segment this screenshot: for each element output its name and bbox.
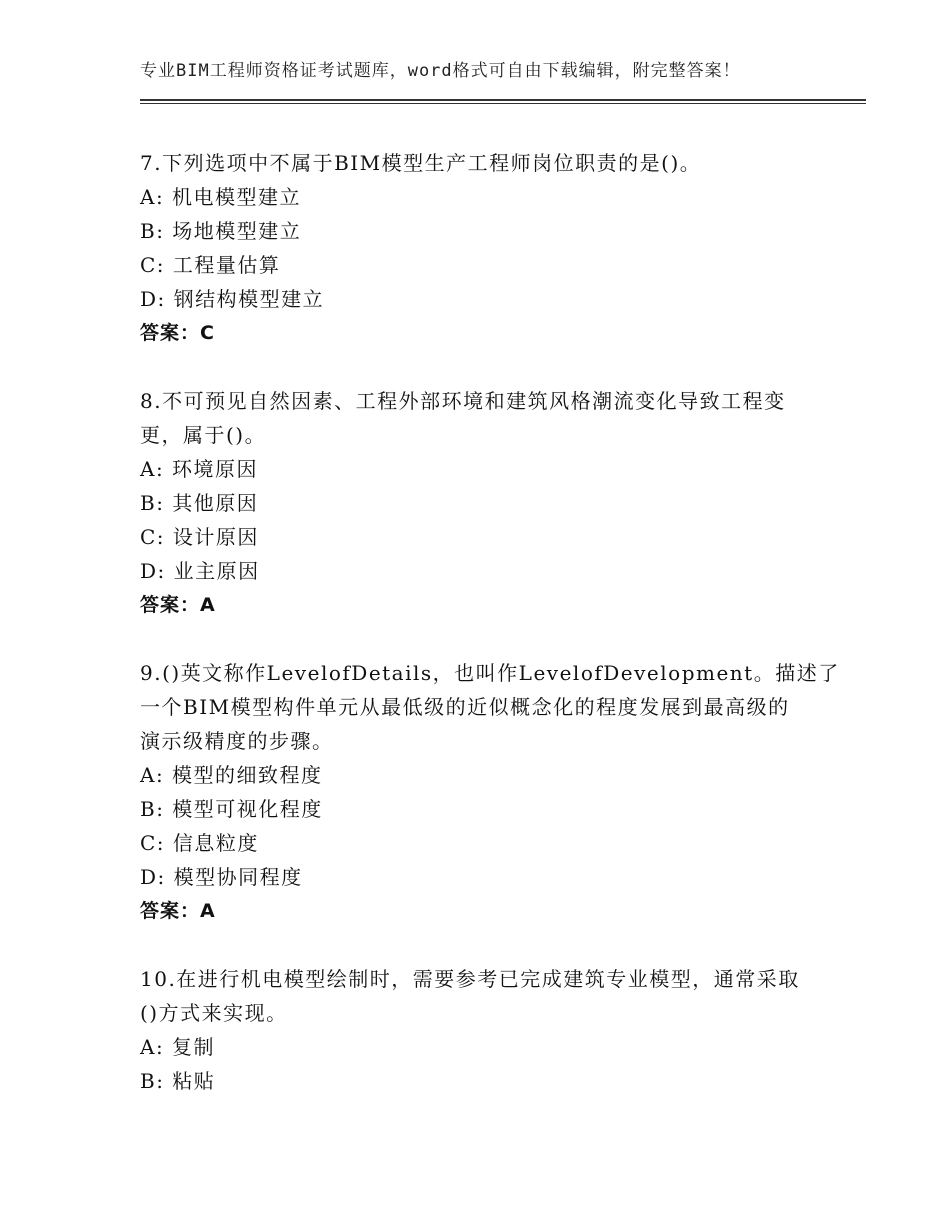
answer-option: A: 复制 (140, 1035, 216, 1059)
question-block (140, 384, 820, 622)
answer-option: C: 设计原因 (140, 525, 259, 549)
correct-answer: 答案：C (140, 322, 215, 344)
answer-option: A: 模型的细致程度 (140, 763, 323, 787)
answer-option: B: 模型可视化程度 (140, 797, 323, 821)
correct-answer: 答案：A (140, 900, 216, 922)
answer-option: B: 其他原因 (140, 491, 259, 515)
question-stem: 演示级精度的步骤。 (140, 729, 334, 753)
question-stem: 8.不可预见自然因素、工程外部环境和建筑风格潮流变化导致工程变 (140, 389, 786, 413)
question-list (140, 146, 840, 1098)
answer-option: B: 粘贴 (140, 1069, 216, 1093)
answer-option: D: 钢结构模型建立 (140, 287, 325, 311)
header-divider-thick (140, 99, 866, 101)
question-stem: 9.()英文称作LevelofDetails，也叫作LevelofDevelopment。描述了 (140, 661, 840, 685)
answer-option: A: 机电模型建立 (140, 185, 302, 209)
answer-option: D: 业主原因 (140, 559, 260, 583)
document-header: 专业BIM工程师资格证考试题库，word格式可自由下载编辑，附完整答案！ (140, 61, 741, 81)
question-block (140, 146, 820, 350)
header-divider-thin (140, 103, 866, 104)
question-stem: 7.下列选项中不属于BIM模型生产工程师岗位职责的是()。 (140, 151, 702, 175)
question-stem: 更，属于()。 (140, 423, 267, 447)
question-stem: ()方式来实现。 (140, 1001, 288, 1025)
answer-option: A: 环境原因 (140, 457, 259, 481)
answer-option: C: 信息粒度 (140, 831, 259, 855)
correct-answer: 答案：A (140, 594, 216, 616)
question-block (140, 962, 820, 1098)
question-block (140, 656, 840, 928)
question-stem: 一个BIM模型构件单元从最低级的近似概念化的程度发展到最高级的 (140, 695, 790, 719)
answer-option: D: 模型协同程度 (140, 865, 303, 889)
answer-option: B: 场地模型建立 (140, 219, 302, 243)
answer-option: C: 工程量估算 (140, 253, 281, 277)
question-stem: 10.在进行机电模型绘制时，需要参考已完成建筑专业模型，通常采取 (140, 967, 800, 991)
